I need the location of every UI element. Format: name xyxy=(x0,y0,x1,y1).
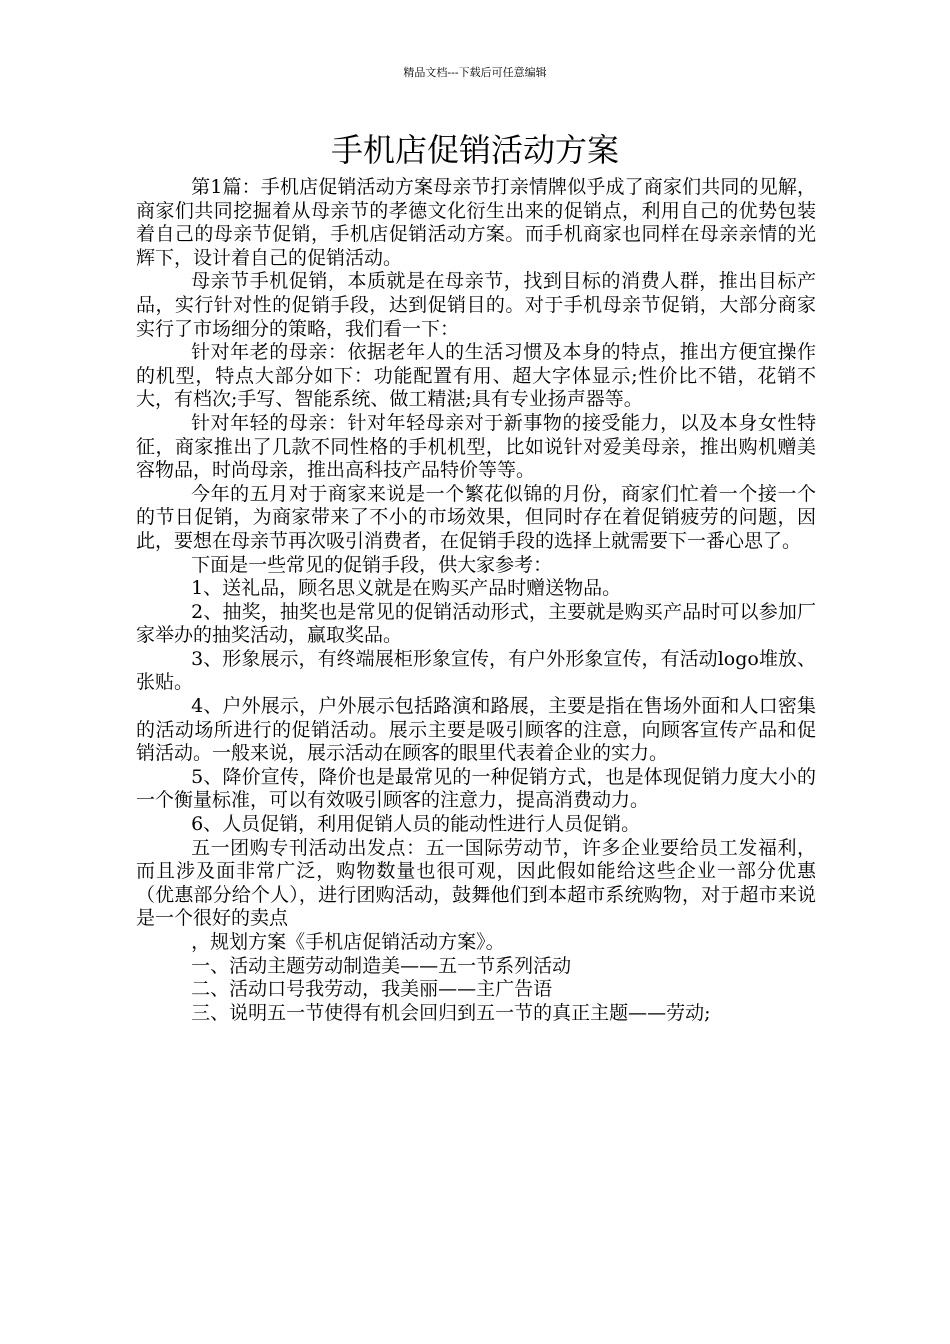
paragraph: 二、活动口号我劳动，我美丽——主广告语 xyxy=(191,978,553,1001)
paragraph: 一、活动主题劳动制造美——五一节系列活动 xyxy=(191,954,572,977)
paragraph: 下面是一些常见的促销手段，供大家参考： xyxy=(191,553,553,576)
paragraph: 第1篇：手机店促销活动方案母亲节打亲情牌似乎成了商家们共同的见解，商家们共同挖掘着从母亲节的孝德文化衍生出来的促销点，利用自己的优势包装着自己的母亲节促销，手机店促销活动方案。而手机商家也同样在母亲亲情的光辉下，设计着自己的促销活动。 xyxy=(136,176,816,269)
paragraph: 5、降价宣传，降价也是最常见的一种促销方式，也是体现促销力度大小的一个衡量标准，可以有效吸引顾客的注意力，提高消费动力。 xyxy=(136,765,816,812)
paragraph: 2、抽奖，抽奖也是常见的促销活动形式，主要就是购买产品时可以参加厂家举办的抽奖活动，赢取奖品。 xyxy=(136,600,816,647)
paragraph: 今年的五月对于商家来说是一个繁花似锦的月份，商家们忙着一个接一个的节日促销，为商家带来了不小的市场效果，但同时存在着促销疲劳的问题，因此，要想在母亲节再次吸引消费者，在促销手段的选择上就需要下一番心思了。 xyxy=(136,482,816,552)
paragraph: 4、户外展示，户外展示包括路演和路展，主要是指在售场外面和人口密集的活动场所进行的促销活动。展示主要是吸引顾客的注意，向顾客宣传产品和促销活动。一般来说，展示活动在顾客的眼里代表着企业的实力。 xyxy=(136,695,816,765)
paragraph: 针对年老的母亲：依据老年人的生活习惯及本身的特点，推出方便宜操作的机型，特点大部分如下：功能配置有用、超大字体显示;性价比不错，花销不大，有档次;手写、智能系统、做工精湛;具有专业扬声器等。 xyxy=(136,341,816,411)
paragraph: 三、说明五一节使得有机会回归到五一节的真正主题——劳动; xyxy=(191,1001,711,1024)
paragraph: 6、人员促销，利用促销人员的能动性进行人员促销。 xyxy=(191,813,641,836)
document-body xyxy=(136,176,816,1025)
paragraph: ，规划方案《手机店促销活动方案》。 xyxy=(191,931,505,953)
paragraph: 1、送礼品，顾名思义就是在购买产品时赠送物品。 xyxy=(191,577,622,600)
header-note: 精品文档---下载后可任意编辑 xyxy=(403,66,547,79)
paragraph: 母亲节手机促销，本质就是在母亲节，找到目标的消费人群，推出目标产品，实行针对性的促销手段，达到促销目的。对于手机母亲节促销，大部分商家实行了市场细分的策略，我们看一下： xyxy=(136,270,816,340)
paragraph: 五一团购专刊活动出发点：五一国际劳动节，许多企业要给员工发福利，而且涉及面非常广泛，购物数量也很可观，因此假如能给这些企业一部分优惠（优惠部分给个人），进行团购活动，鼓舞他们到本超市系统购物，对于超市来说是一个很好的卖点 xyxy=(136,836,816,930)
paragraph: 针对年轻的母亲：针对年轻母亲对于新事物的接受能力，以及本身女性特征，商家推出了几款不同性格的手机机型，比如说针对爱美母亲，推出购机赠美容物品，时尚母亲，推出高科技产品特价等等。 xyxy=(136,411,816,482)
paragraph: 3、形象展示，有终端展柜形象宣传，有户外形象宣传，有活动logo堆放、张贴。 xyxy=(136,647,816,694)
document-title: 手机店促销活动方案 xyxy=(330,131,619,169)
